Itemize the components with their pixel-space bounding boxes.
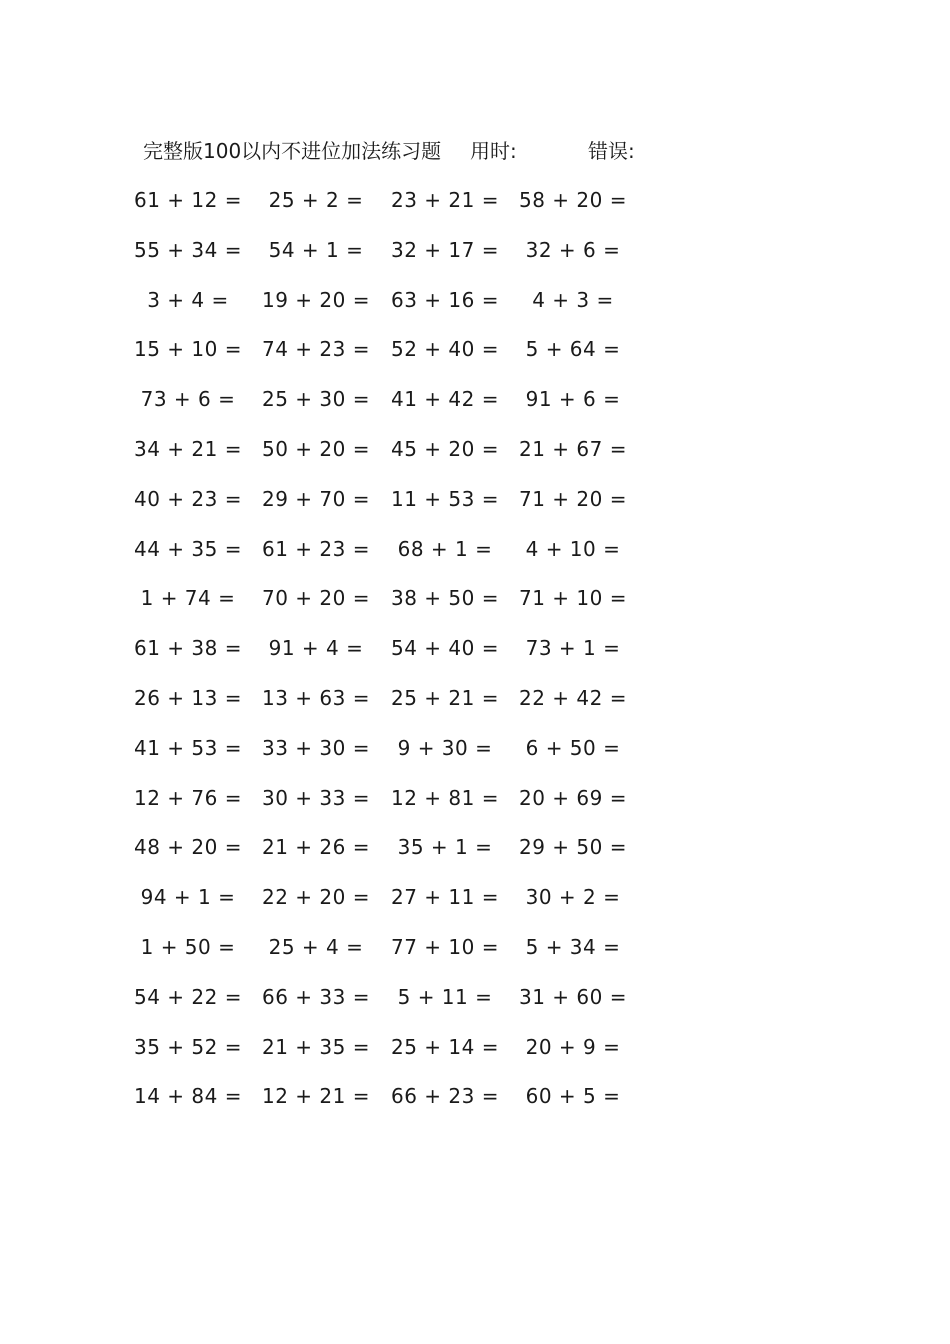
addition-problem: 77 + 10 = (391, 934, 499, 959)
time-label: 用时: (470, 139, 517, 163)
addition-problem: 23 + 21 = (391, 188, 499, 212)
addition-problem: 26 + 13 = (134, 685, 242, 710)
problem-row (133, 435, 653, 485)
addition-problem: 70 + 20 = (262, 586, 370, 611)
problem-row (133, 933, 653, 983)
addition-problem: 30 + 33 = (262, 785, 370, 810)
problem-row (133, 1033, 653, 1083)
addition-problem: 34 + 21 = (134, 436, 242, 461)
addition-problem: 58 + 20 = (519, 188, 627, 212)
addition-problem: 25 + 2 = (268, 188, 364, 212)
addition-problem: 45 + 20 = (391, 436, 499, 461)
addition-problem: 54 + 40 = (391, 636, 499, 661)
addition-problem: 25 + 14 = (391, 1034, 499, 1059)
addition-problem: 73 + 1 = (525, 636, 621, 661)
addition-problem: 25 + 21 = (391, 685, 499, 710)
addition-problem: 19 + 20 = (262, 287, 370, 312)
addition-problem: 66 + 23 = (391, 1084, 499, 1109)
addition-problem: 1 + 50 = (140, 934, 236, 959)
addition-problem: 32 + 6 = (525, 237, 621, 262)
addition-problem: 29 + 70 = (262, 486, 370, 511)
addition-problem: 68 + 1 = (397, 536, 493, 561)
addition-problem: 35 + 1 = (397, 835, 493, 860)
addition-problem: 14 + 84 = (134, 1084, 242, 1109)
addition-problem: 5 + 34 = (525, 934, 621, 959)
worksheet-title: 完整版100以内不进位加法练习题 (143, 139, 442, 163)
addition-problem: 71 + 10 = (519, 586, 627, 611)
addition-problem: 12 + 81 = (391, 785, 499, 810)
addition-problem: 31 + 60 = (519, 984, 627, 1009)
addition-problem: 63 + 16 = (391, 287, 499, 312)
addition-problem: 4 + 3 = (532, 287, 614, 312)
addition-problem: 27 + 11 = (391, 885, 499, 910)
problem-row (133, 634, 653, 684)
addition-problem: 73 + 6 = (140, 387, 236, 412)
addition-problem: 71 + 20 = (519, 486, 627, 511)
addition-problem: 61 + 38 = (134, 636, 242, 661)
problem-row (133, 236, 653, 286)
problem-grid (133, 186, 653, 1132)
addition-problem: 12 + 21 = (262, 1084, 370, 1109)
addition-problem: 5 + 11 = (397, 984, 493, 1009)
addition-problem: 22 + 42 = (519, 685, 627, 710)
addition-problem: 3 + 4 = (147, 287, 229, 312)
problem-row (133, 335, 653, 385)
addition-problem: 54 + 22 = (134, 984, 242, 1009)
addition-problem: 41 + 53 = (134, 735, 242, 760)
addition-problem: 38 + 50 = (391, 586, 499, 611)
addition-problem: 29 + 50 = (519, 835, 627, 860)
addition-problem: 52 + 40 = (391, 337, 499, 362)
addition-problem: 20 + 69 = (519, 785, 627, 810)
addition-problem: 15 + 10 = (134, 337, 242, 362)
addition-problem: 33 + 30 = (262, 735, 370, 760)
addition-problem: 91 + 4 = (268, 636, 364, 661)
addition-problem: 20 + 9 = (525, 1034, 621, 1059)
problem-row (133, 734, 653, 784)
addition-problem: 25 + 4 = (268, 934, 364, 959)
addition-problem: 74 + 23 = (262, 337, 370, 362)
addition-problem: 9 + 30 = (397, 735, 493, 760)
addition-problem: 94 + 1 = (140, 885, 236, 910)
addition-problem: 66 + 33 = (262, 984, 370, 1009)
problem-row (133, 485, 653, 535)
addition-problem: 21 + 67 = (519, 436, 627, 461)
addition-problem: 25 + 30 = (262, 387, 370, 412)
problem-row (133, 983, 653, 1033)
addition-problem: 12 + 76 = (134, 785, 242, 810)
addition-problem: 61 + 23 = (262, 536, 370, 561)
addition-problem: 50 + 20 = (262, 436, 370, 461)
addition-problem: 21 + 35 = (262, 1034, 370, 1059)
problem-row (133, 833, 653, 883)
addition-problem: 22 + 20 = (262, 885, 370, 910)
addition-problem: 61 + 12 = (134, 188, 242, 212)
addition-problem: 5 + 64 = (525, 337, 621, 362)
errors-label: 错误: (588, 139, 635, 163)
problem-row (133, 784, 653, 834)
addition-problem: 11 + 53 = (391, 486, 499, 511)
addition-problem: 41 + 42 = (391, 387, 499, 412)
addition-problem: 91 + 6 = (525, 387, 621, 412)
problem-row (133, 584, 653, 634)
addition-problem: 1 + 74 = (140, 586, 236, 611)
addition-problem: 40 + 23 = (134, 486, 242, 511)
problem-row (133, 883, 653, 933)
addition-problem: 54 + 1 = (268, 237, 364, 262)
problem-row (133, 684, 653, 734)
addition-problem: 6 + 50 = (525, 735, 621, 760)
problem-row (133, 385, 653, 435)
addition-problem: 48 + 20 = (134, 835, 242, 860)
addition-problem: 30 + 2 = (525, 885, 621, 910)
addition-problem: 44 + 35 = (134, 536, 242, 561)
addition-problem: 13 + 63 = (262, 685, 370, 710)
addition-problem: 60 + 5 = (525, 1084, 621, 1109)
problem-row (133, 286, 653, 336)
addition-problem: 32 + 17 = (391, 237, 499, 262)
addition-problem: 21 + 26 = (262, 835, 370, 860)
addition-problem: 35 + 52 = (134, 1034, 242, 1059)
addition-problem: 4 + 10 = (525, 536, 621, 561)
problem-row (133, 535, 653, 585)
addition-problem: 55 + 34 = (134, 237, 242, 262)
problem-row (133, 186, 653, 236)
problem-row (133, 1082, 653, 1132)
